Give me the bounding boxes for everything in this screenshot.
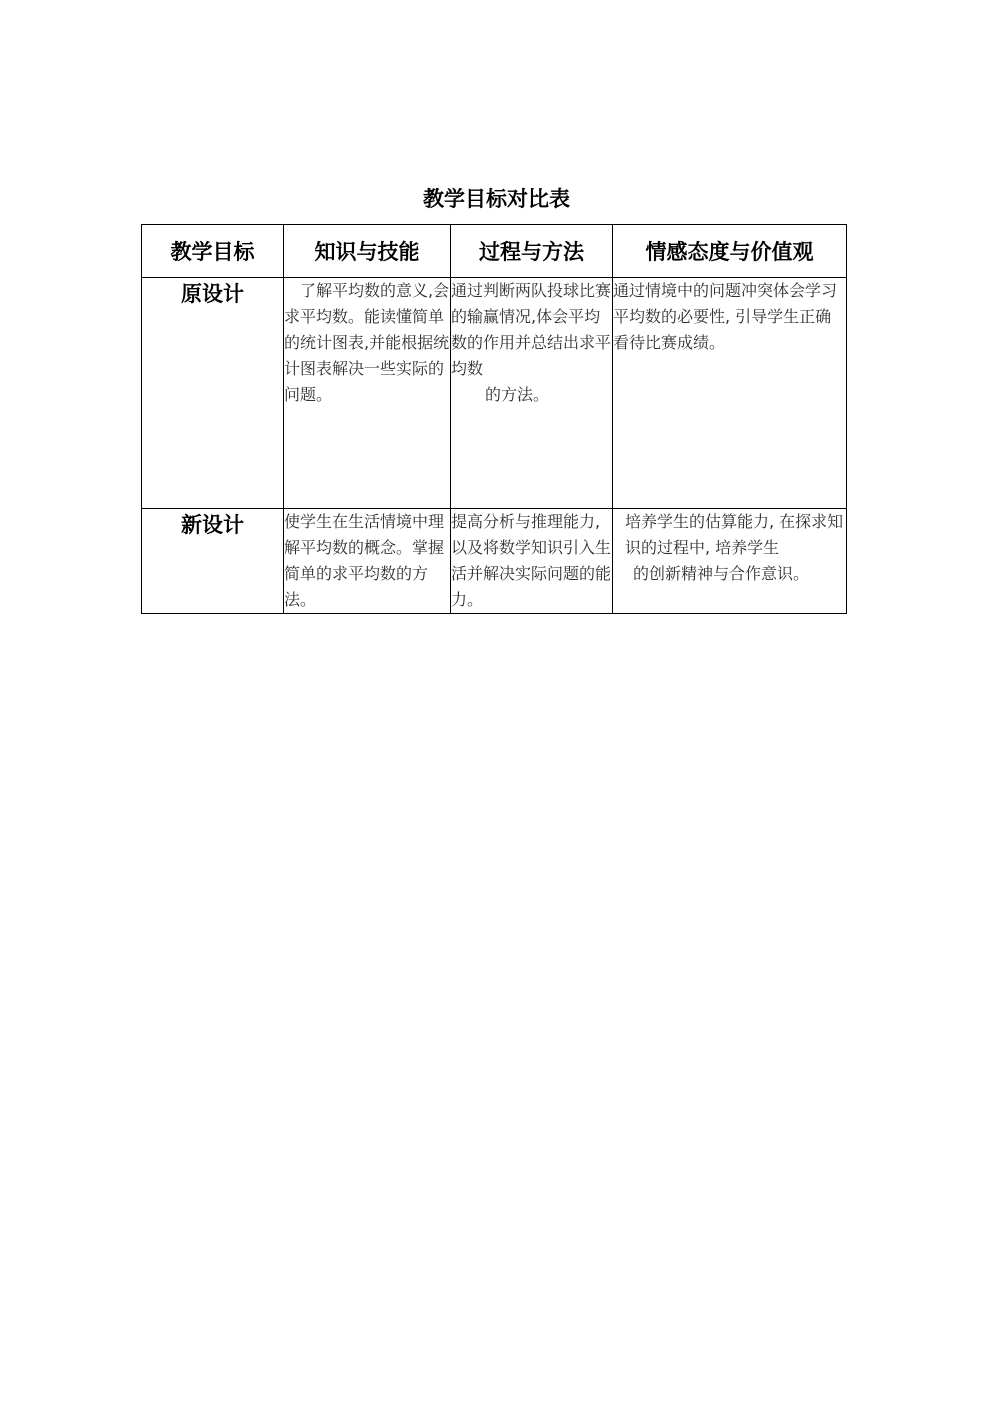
header-attitude-values: 情感态度与价值观: [613, 225, 847, 278]
cell-new-knowledge: 使学生在生活情境中理解平均数的概念。掌握简单的求平均数的方法。: [284, 509, 451, 614]
header-row: [142, 225, 847, 278]
row-label-original: 原设计: [142, 278, 284, 509]
table-row-original: [142, 278, 847, 509]
table-row-new: [142, 509, 847, 614]
page-title: 教学目标对比表: [423, 186, 570, 211]
cell-original-knowledge: 了解平均数的意义,会求平均数。能读懂简单的统计图表,并能根据统计图表解决一些实际的问题。: [284, 278, 451, 509]
cell-original-process-line-1: 通过判断两队投球比赛的输赢情况,体会平均数的作用并总结出求平均数: [451, 281, 612, 378]
cell-original-process-line-2: 的方法。: [485, 385, 550, 404]
cell-new-process: 提高分析与推理能力, 以及将数学知识引入生活并解决实际问题的能力。: [451, 509, 613, 614]
cell-new-attitude: [613, 509, 847, 614]
cell-new-attitude-line-2: 的创新精神与合作意识。: [633, 564, 810, 583]
header-process-method: 过程与方法: [451, 225, 613, 278]
cell-original-attitude: 通过情境中的问题冲突体会学习平均数的必要性, 引导学生正确看待比赛成绩。: [613, 278, 847, 509]
cell-original-process: [451, 278, 613, 509]
header-teaching-goal: 教学目标: [142, 225, 284, 278]
header-knowledge-skills: 知识与技能: [284, 225, 451, 278]
comparison-table: [141, 224, 847, 614]
cell-new-attitude-line-1: 培养学生的估算能力, 在探求知识的过程中, 培养学生: [625, 512, 844, 557]
row-label-new: 新设计: [142, 509, 284, 614]
